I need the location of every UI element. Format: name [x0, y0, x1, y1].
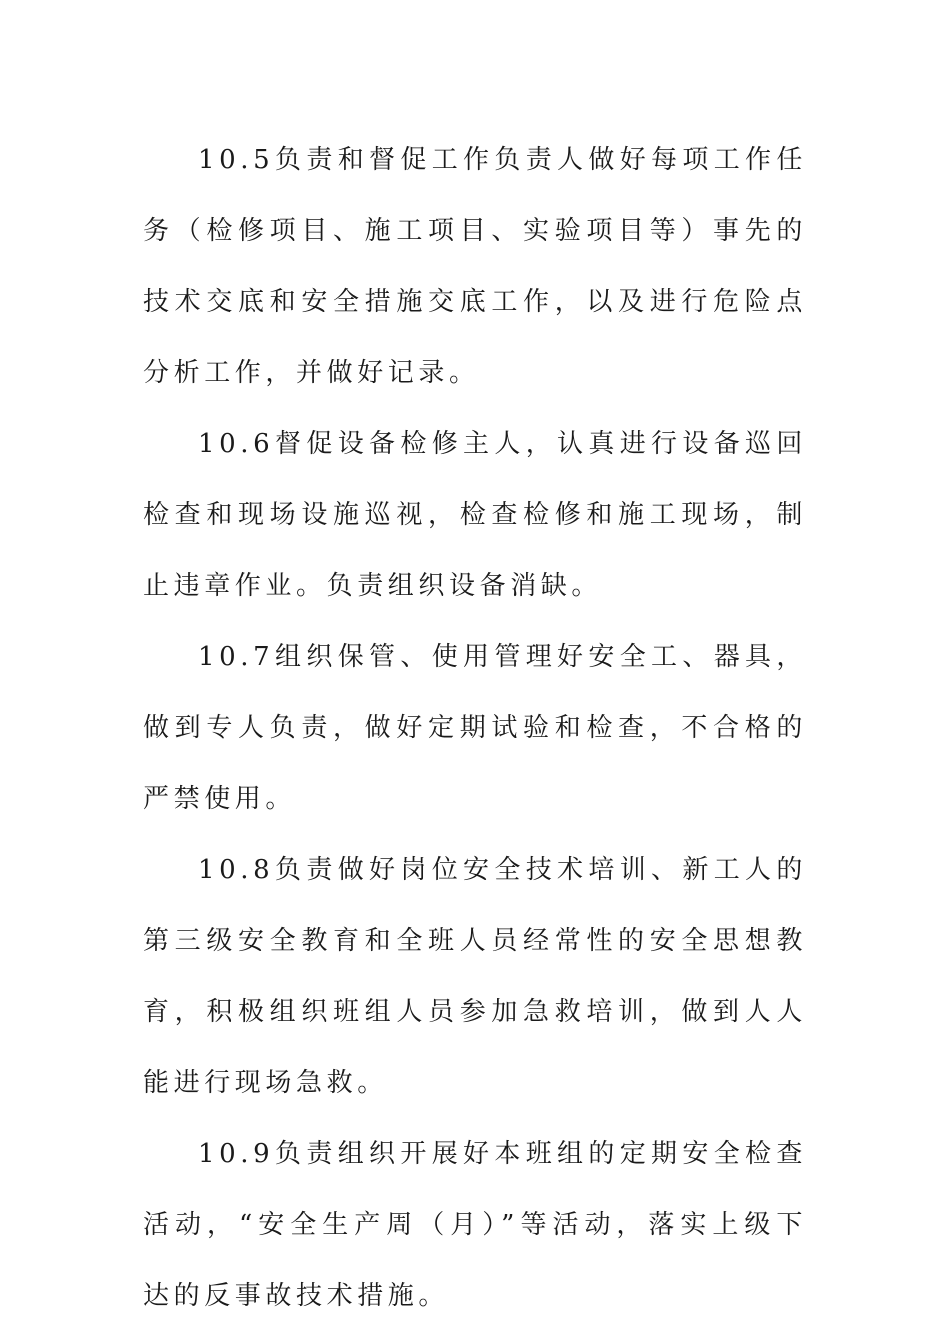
document-body [143, 125, 807, 1332]
paragraph-10-5: 10.5负责和督促工作负责人做好每项工作任务（检修项目、施工项目、实验项目等）事先的技术交底和安全措施交底工作，以及进行危险点分析工作，并做好记录。 [143, 145, 807, 388]
paragraph-10-6: 10.6督促设备检修主人，认真进行设备巡回检查和现场设施巡视，检查检修和施工现场，制止违章作业。负责组织设备消缺。 [143, 429, 807, 601]
paragraph-10-7: 10.7组织保管、使用管理好安全工、器具，做到专人负责，做好定期试验和检查，不合格的严禁使用。 [143, 642, 807, 814]
paragraph-10-8: 10.8负责做好岗位安全技术培训、新工人的第三级安全教育和全班人员经常性的安全思想教育，积极组织班组人员参加急救培训，做到人人能进行现场急救。 [143, 855, 807, 1098]
paragraph-10-9: 10.9负责组织开展好本班组的定期安全检查活动，“安全生产周（月）”等活动，落实上级下达的反事故技术措施。 [143, 1139, 807, 1311]
